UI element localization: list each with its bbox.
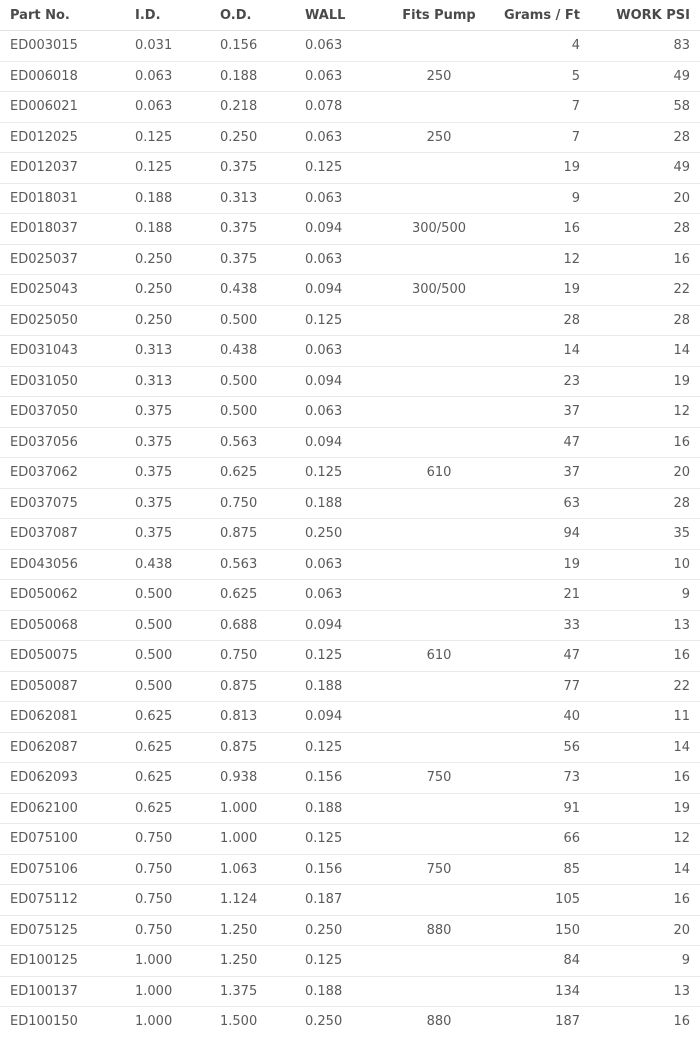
wall-cell: 0.063 xyxy=(305,336,395,367)
fits-pump-cell xyxy=(395,244,483,275)
part-no-cell: ED050075 xyxy=(0,641,135,672)
work-psi-cell: 20 xyxy=(580,915,700,946)
id-cell: 0.250 xyxy=(135,275,220,306)
part-no-cell: ED012037 xyxy=(0,153,135,184)
table-row xyxy=(0,641,700,672)
od-cell: 0.500 xyxy=(220,397,305,428)
col-header-od: O.D. xyxy=(220,0,305,31)
wall-cell: 0.125 xyxy=(305,153,395,184)
table-row xyxy=(0,366,700,397)
part-no-cell: ED100125 xyxy=(0,946,135,977)
work-psi-cell: 13 xyxy=(580,976,700,1007)
id-cell: 0.438 xyxy=(135,549,220,580)
fits-pump-cell xyxy=(395,793,483,824)
fits-pump-cell xyxy=(395,427,483,458)
grams-per-ft-cell: 23 xyxy=(483,366,580,397)
od-cell: 0.938 xyxy=(220,763,305,794)
fits-pump-cell xyxy=(395,976,483,1007)
fits-pump-cell: 250 xyxy=(395,122,483,153)
wall-cell: 0.094 xyxy=(305,275,395,306)
table-row xyxy=(0,580,700,611)
od-cell: 0.500 xyxy=(220,305,305,336)
wall-cell: 0.156 xyxy=(305,763,395,794)
wall-cell: 0.094 xyxy=(305,366,395,397)
od-cell: 1.375 xyxy=(220,976,305,1007)
table-row xyxy=(0,275,700,306)
grams-per-ft-cell: 94 xyxy=(483,519,580,550)
part-no-cell: ED100137 xyxy=(0,976,135,1007)
id-cell: 1.000 xyxy=(135,946,220,977)
id-cell: 0.375 xyxy=(135,458,220,489)
grams-per-ft-cell: 73 xyxy=(483,763,580,794)
part-no-cell: ED062081 xyxy=(0,702,135,733)
fits-pump-cell xyxy=(395,183,483,214)
table-row xyxy=(0,92,700,123)
work-psi-cell: 16 xyxy=(580,885,700,916)
work-psi-cell: 16 xyxy=(580,244,700,275)
table-row xyxy=(0,671,700,702)
table-body xyxy=(0,31,700,1037)
part-no-cell: ED075125 xyxy=(0,915,135,946)
id-cell: 0.313 xyxy=(135,336,220,367)
id-cell: 0.750 xyxy=(135,824,220,855)
fits-pump-cell: 880 xyxy=(395,915,483,946)
id-cell: 0.063 xyxy=(135,61,220,92)
work-psi-cell: 20 xyxy=(580,183,700,214)
fits-pump-cell xyxy=(395,549,483,580)
id-cell: 0.313 xyxy=(135,366,220,397)
work-psi-cell: 28 xyxy=(580,305,700,336)
wall-cell: 0.094 xyxy=(305,610,395,641)
grams-per-ft-cell: 150 xyxy=(483,915,580,946)
od-cell: 0.750 xyxy=(220,641,305,672)
wall-cell: 0.125 xyxy=(305,458,395,489)
table-row xyxy=(0,824,700,855)
table-row xyxy=(0,427,700,458)
fits-pump-cell xyxy=(395,671,483,702)
od-cell: 0.750 xyxy=(220,488,305,519)
part-no-cell: ED075112 xyxy=(0,885,135,916)
work-psi-cell: 16 xyxy=(580,763,700,794)
wall-cell: 0.063 xyxy=(305,244,395,275)
part-no-cell: ED031043 xyxy=(0,336,135,367)
wall-cell: 0.094 xyxy=(305,214,395,245)
wall-cell: 0.094 xyxy=(305,427,395,458)
work-psi-cell: 28 xyxy=(580,488,700,519)
work-psi-cell: 19 xyxy=(580,793,700,824)
table-row xyxy=(0,61,700,92)
od-cell: 1.000 xyxy=(220,824,305,855)
part-no-cell: ED050068 xyxy=(0,610,135,641)
od-cell: 0.375 xyxy=(220,214,305,245)
fits-pump-cell xyxy=(395,732,483,763)
id-cell: 0.500 xyxy=(135,610,220,641)
part-no-cell: ED037075 xyxy=(0,488,135,519)
id-cell: 1.000 xyxy=(135,976,220,1007)
id-cell: 0.188 xyxy=(135,214,220,245)
wall-cell: 0.188 xyxy=(305,976,395,1007)
wall-cell: 0.250 xyxy=(305,1014,343,1030)
grams-per-ft-cell: 21 xyxy=(483,580,580,611)
part-no-cell: ED003015 xyxy=(0,31,135,62)
od-cell: 0.563 xyxy=(220,427,305,458)
id-cell: 0.375 xyxy=(135,488,220,519)
work-psi-cell: 28 xyxy=(580,122,700,153)
wall-cell: 0.250 xyxy=(305,519,395,550)
part-no-cell: ED037062 xyxy=(0,458,135,489)
table-row xyxy=(0,610,700,641)
grams-per-ft-cell: 105 xyxy=(483,885,580,916)
table-row xyxy=(0,885,700,916)
id-cell: 0.500 xyxy=(135,671,220,702)
wall-cell: 0.125 xyxy=(305,824,395,855)
table-row xyxy=(0,732,700,763)
work-psi-cell: 22 xyxy=(580,275,700,306)
part-no-cell: ED025037 xyxy=(0,244,135,275)
part-no-cell: ED006021 xyxy=(0,92,135,123)
fits-pump-cell: 610 xyxy=(395,458,483,489)
part-no-cell: ED025043 xyxy=(0,275,135,306)
od-cell: 0.813 xyxy=(220,702,305,733)
grams-per-ft-cell: 56 xyxy=(483,732,580,763)
grams-per-ft-cell: 4 xyxy=(483,31,580,62)
table-row xyxy=(0,244,700,275)
header-row xyxy=(0,0,700,31)
work-psi-cell: 58 xyxy=(580,92,700,123)
grams-per-ft-cell: 14 xyxy=(483,336,580,367)
table-row xyxy=(0,976,700,1007)
fits-pump-cell: 750 xyxy=(395,763,483,794)
part-no-cell: ED037087 xyxy=(0,519,135,550)
id-cell: 0.250 xyxy=(135,244,220,275)
work-psi-cell: 16 xyxy=(580,427,700,458)
work-psi-cell: 9 xyxy=(580,946,700,977)
od-cell: 0.375 xyxy=(220,244,305,275)
wall-cell: 0.063 xyxy=(305,397,395,428)
part-no-cell: ED031050 xyxy=(0,366,135,397)
grams-per-ft-cell: 187 xyxy=(555,1014,580,1030)
fits-pump-cell: 750 xyxy=(395,854,483,885)
table-row xyxy=(0,336,700,367)
id-cell: 0.750 xyxy=(135,885,220,916)
od-cell: 0.375 xyxy=(220,153,305,184)
work-psi-cell: 22 xyxy=(580,671,700,702)
fits-pump-cell xyxy=(395,488,483,519)
wall-cell: 0.125 xyxy=(305,641,395,672)
grams-per-ft-cell: 9 xyxy=(483,183,580,214)
grams-per-ft-cell: 47 xyxy=(483,641,580,672)
col-header-part-no: Part No. xyxy=(0,0,135,31)
grams-per-ft-cell: 85 xyxy=(483,854,580,885)
fits-pump-cell xyxy=(395,397,483,428)
od-cell: 1.063 xyxy=(220,854,305,885)
fits-pump-cell xyxy=(395,580,483,611)
work-psi-cell: 11 xyxy=(580,702,700,733)
table-row xyxy=(0,793,700,824)
grams-per-ft-cell: 66 xyxy=(483,824,580,855)
id-cell: 0.750 xyxy=(135,854,220,885)
fits-pump-cell: 300/500 xyxy=(395,214,483,245)
id-cell: 0.125 xyxy=(135,122,220,153)
table-row xyxy=(0,122,700,153)
wall-cell: 0.125 xyxy=(305,946,395,977)
part-no-cell: ED012025 xyxy=(0,122,135,153)
od-cell: 0.188 xyxy=(220,61,305,92)
fits-pump-cell xyxy=(395,946,483,977)
grams-per-ft-cell: 19 xyxy=(483,275,580,306)
fits-pump-cell: 880 xyxy=(426,1014,452,1030)
table-row xyxy=(0,214,700,245)
od-cell: 0.250 xyxy=(220,122,305,153)
id-cell: 0.625 xyxy=(135,732,220,763)
od-cell: 0.625 xyxy=(220,458,305,489)
grams-per-ft-cell: 37 xyxy=(483,458,580,489)
table-row xyxy=(0,549,700,580)
od-cell: 1.124 xyxy=(220,885,305,916)
part-no-cell: ED050062 xyxy=(0,580,135,611)
od-cell: 0.438 xyxy=(220,275,305,306)
od-cell: 1.500 xyxy=(220,1014,258,1030)
wall-cell: 0.188 xyxy=(305,793,395,824)
table-row xyxy=(0,183,700,214)
col-header-grams-per-ft: Grams / Ft xyxy=(483,0,580,31)
part-no-cell: ED062093 xyxy=(0,763,135,794)
fits-pump-cell: 610 xyxy=(395,641,483,672)
fits-pump-cell xyxy=(395,702,483,733)
od-cell: 0.875 xyxy=(220,671,305,702)
part-no-cell: ED006018 xyxy=(0,61,135,92)
id-cell: 0.625 xyxy=(135,702,220,733)
part-no-cell: ED025050 xyxy=(0,305,135,336)
od-cell: 0.875 xyxy=(220,732,305,763)
wall-cell: 0.188 xyxy=(305,488,395,519)
id-cell: 0.250 xyxy=(135,305,220,336)
grams-per-ft-cell: 16 xyxy=(483,214,580,245)
table-row xyxy=(0,305,700,336)
grams-per-ft-cell: 5 xyxy=(483,61,580,92)
wall-cell: 0.063 xyxy=(305,183,395,214)
table-row xyxy=(0,31,700,62)
part-no-cell: ED043056 xyxy=(0,549,135,580)
part-no-cell: ED075100 xyxy=(0,824,135,855)
part-no-cell: ED100150 xyxy=(10,1014,78,1030)
fits-pump-cell: 250 xyxy=(395,61,483,92)
od-cell: 0.875 xyxy=(220,519,305,550)
table-row xyxy=(0,397,700,428)
id-cell: 0.375 xyxy=(135,397,220,428)
od-cell: 1.250 xyxy=(220,946,305,977)
part-no-cell: ED062087 xyxy=(0,732,135,763)
grams-per-ft-cell: 7 xyxy=(483,122,580,153)
table-row xyxy=(0,1007,700,1037)
work-psi-cell: 14 xyxy=(580,336,700,367)
id-cell: 0.125 xyxy=(135,153,220,184)
wall-cell: 0.094 xyxy=(305,702,395,733)
wall-cell: 0.063 xyxy=(305,580,395,611)
work-psi-cell: 19 xyxy=(580,366,700,397)
grams-per-ft-cell: 7 xyxy=(483,92,580,123)
fits-pump-cell: 300/500 xyxy=(395,275,483,306)
table-header xyxy=(0,0,700,31)
grams-per-ft-cell: 33 xyxy=(483,610,580,641)
wall-cell: 0.063 xyxy=(305,31,395,62)
work-psi-cell: 10 xyxy=(580,549,700,580)
od-cell: 0.156 xyxy=(220,31,305,62)
id-cell: 0.500 xyxy=(135,580,220,611)
id-cell: 0.375 xyxy=(135,427,220,458)
grams-per-ft-cell: 12 xyxy=(483,244,580,275)
col-header-fits-pump: Fits Pump xyxy=(395,0,483,31)
od-cell: 0.688 xyxy=(220,610,305,641)
wall-cell: 0.250 xyxy=(305,915,395,946)
table-row xyxy=(0,915,700,946)
grams-per-ft-cell: 19 xyxy=(483,549,580,580)
grams-per-ft-cell: 91 xyxy=(483,793,580,824)
grams-per-ft-cell: 19 xyxy=(483,153,580,184)
id-cell: 0.625 xyxy=(135,793,220,824)
work-psi-cell: 13 xyxy=(580,610,700,641)
work-psi-cell: 9 xyxy=(580,580,700,611)
fits-pump-cell xyxy=(395,92,483,123)
grams-per-ft-cell: 84 xyxy=(483,946,580,977)
table-row xyxy=(0,763,700,794)
work-psi-cell: 28 xyxy=(580,214,700,245)
table-row xyxy=(0,946,700,977)
col-header-wall: WALL xyxy=(305,0,395,31)
grams-per-ft-cell: 37 xyxy=(483,397,580,428)
work-psi-cell: 12 xyxy=(580,397,700,428)
table-row xyxy=(0,153,700,184)
id-cell: 0.031 xyxy=(135,31,220,62)
grams-per-ft-cell: 63 xyxy=(483,488,580,519)
id-cell: 0.500 xyxy=(135,641,220,672)
fits-pump-cell xyxy=(395,153,483,184)
fits-pump-cell xyxy=(395,885,483,916)
fits-pump-cell xyxy=(395,824,483,855)
work-psi-cell: 14 xyxy=(580,732,700,763)
work-psi-cell: 20 xyxy=(580,458,700,489)
wall-cell: 0.063 xyxy=(305,549,395,580)
od-cell: 0.625 xyxy=(220,580,305,611)
part-no-cell: ED018031 xyxy=(0,183,135,214)
wall-cell: 0.188 xyxy=(305,671,395,702)
od-cell: 1.250 xyxy=(220,915,305,946)
wall-cell: 0.063 xyxy=(305,61,395,92)
fits-pump-cell xyxy=(395,31,483,62)
table-row xyxy=(0,702,700,733)
table-row xyxy=(0,854,700,885)
od-cell: 0.313 xyxy=(220,183,305,214)
fits-pump-cell xyxy=(395,610,483,641)
part-no-cell: ED018037 xyxy=(0,214,135,245)
id-cell: 0.750 xyxy=(135,915,220,946)
col-header-work-psi: WORK PSI xyxy=(580,0,700,31)
wall-cell: 0.187 xyxy=(305,885,395,916)
id-cell: 0.063 xyxy=(135,92,220,123)
grams-per-ft-cell: 47 xyxy=(483,427,580,458)
part-no-cell: ED075106 xyxy=(0,854,135,885)
work-psi-cell: 83 xyxy=(580,31,700,62)
grams-per-ft-cell: 40 xyxy=(483,702,580,733)
od-cell: 0.218 xyxy=(220,92,305,123)
wall-cell: 0.156 xyxy=(305,854,395,885)
col-header-id: I.D. xyxy=(135,0,220,31)
wall-cell: 0.078 xyxy=(305,92,395,123)
table-row xyxy=(0,488,700,519)
work-psi-cell: 16 xyxy=(580,641,700,672)
part-no-cell: ED050087 xyxy=(0,671,135,702)
wall-cell: 0.125 xyxy=(305,305,395,336)
work-psi-cell: 14 xyxy=(580,854,700,885)
work-psi-cell: 49 xyxy=(580,61,700,92)
work-psi-cell: 49 xyxy=(580,153,700,184)
wall-cell: 0.125 xyxy=(305,732,395,763)
work-psi-cell: 35 xyxy=(580,519,700,550)
part-no-cell: ED062100 xyxy=(0,793,135,824)
grams-per-ft-cell: 77 xyxy=(483,671,580,702)
table-row xyxy=(0,519,700,550)
id-cell: 0.188 xyxy=(135,183,220,214)
fits-pump-cell xyxy=(395,366,483,397)
od-cell: 0.563 xyxy=(220,549,305,580)
od-cell: 1.000 xyxy=(220,793,305,824)
grams-per-ft-cell: 134 xyxy=(483,976,580,1007)
od-cell: 0.438 xyxy=(220,336,305,367)
id-cell: 1.000 xyxy=(135,1014,173,1030)
wall-cell: 0.063 xyxy=(305,122,395,153)
grams-per-ft-cell: 28 xyxy=(483,305,580,336)
fits-pump-cell xyxy=(395,519,483,550)
table-row xyxy=(0,458,700,489)
part-no-cell: ED037056 xyxy=(0,427,135,458)
work-psi-cell: 16 xyxy=(673,1014,690,1030)
od-cell: 0.500 xyxy=(220,366,305,397)
id-cell: 0.375 xyxy=(135,519,220,550)
work-psi-cell: 12 xyxy=(580,824,700,855)
fits-pump-cell xyxy=(395,305,483,336)
fits-pump-cell xyxy=(395,336,483,367)
id-cell: 0.625 xyxy=(135,763,220,794)
part-no-cell: ED037050 xyxy=(0,397,135,428)
